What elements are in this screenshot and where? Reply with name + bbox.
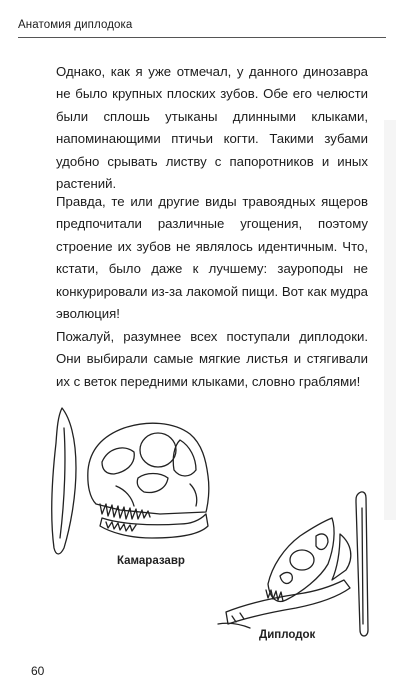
camarasaurus-skull-drawing: [88, 423, 209, 538]
diplodocus-tooth-drawing: [356, 492, 368, 636]
running-header-title: Анатомия диплодока: [18, 19, 133, 31]
paragraph-1: Однако, как я уже отмечал, у данного динозавра не было крупных плоских зубов. Обе его челюсти были сплошь утыканы длинными клыками, напоминающими птичьи когти. Такими зубами удобно срывать листву с папоротников и иных растений.: [56, 64, 368, 192]
paragraph-3: Пожалуй, разумнее всех поступали диплодоки. Они выбирали самые мягкие листья и стягивали их с веток передними клыками, словно граблями!: [56, 329, 368, 389]
bleed-through-shadow: [378, 120, 400, 520]
caption-camarasaurus: Камаразавр: [117, 555, 185, 567]
skull-illustration: [40, 398, 390, 663]
caption-diplodocus: Диплодок: [259, 629, 316, 641]
paragraph-2: Правда, те или другие виды травоядных ящеров предпочитали различные угощения, поэтому строение их зубов не являлось идентичным. Что, кстати, было даже к лучшему: зауроподы не конкурировали из-за лакомой пищи. Вот как мудра эволюция!: [56, 194, 368, 322]
camarasaurus-tooth-drawing: [52, 408, 76, 554]
page-number: 60: [31, 664, 45, 678]
diplodocus-skull-drawing: [218, 518, 351, 628]
running-header: [18, 15, 386, 38]
